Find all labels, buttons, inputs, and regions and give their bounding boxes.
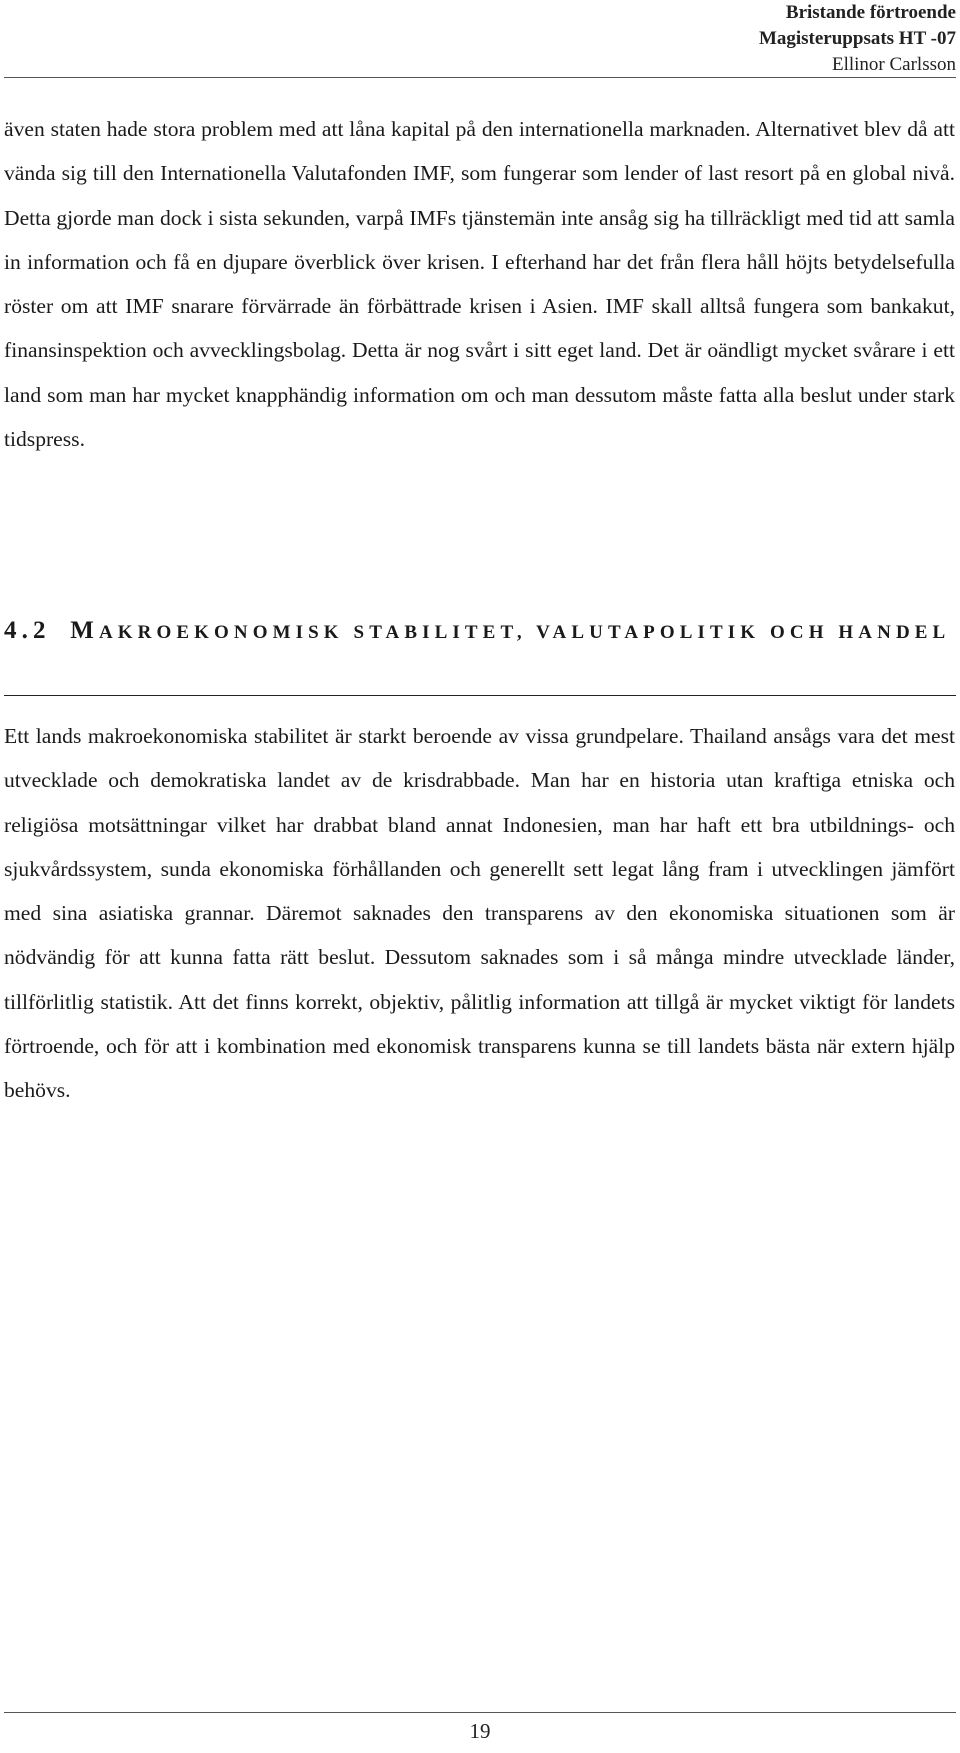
- section-title-initial: M: [70, 617, 99, 644]
- body-paragraph-2: Ett lands makroekonomiska stabilitet är starkt beroende av vissa grundpelare. Thailand ansågs vara det mest utvecklade och demokratiska landet av de krisdrabbade. Man har en historia utan kraftiga etniska och religiösa motsättningar vilket har drabbat bland annat Indonesien, man har haft ett bra utbildnings- och sjukvårdssystem, sunda ekonomiska förhållanden och generellt sett legat lång fram i utvecklingen jämfört med sina asiatiska grannar. Däremot saknades den transparens av den ekonomiska situationen som är nödvändig för att kunna fatta rätt beslut. Dessutom saknades som i så många mindre utvecklade länder, tillförlitlig statistik. Att det finns korrekt, objektiv, pålitlig information att tillgå är mycket viktigt för landets förtroende, och för att i kombination med ekonomisk transparens kunna se till landets bästa när extern hjälp behövs.: [4, 724, 955, 1103]
- body-paragraph-1: även staten hade stora problem med att låna kapital på den internationella marknaden. Alternativet blev då att vända sig till den Internationella Valutafonden IMF, som fungerar som lender of last resort på en global nivå. Detta gjorde man dock i sista sekunden, varpå IMFs tjänstemän inte ansåg sig ha tillräckligt med tid att samla in information och få en djupare överblick över krisen. I efterhand har det från flera håll höjts betydelsefulla röster om att IMF snarare förvärrade än förbättrade krisen i Asien. IMF skall alltså fungera som bankakut, finansinspektion och avvecklingsbolag. Detta är nog svårt i sitt eget land. Det är oändligt mycket svårare i ett land som man har mycket knapphändig information om och man dessutom måste fatta alla beslut under stark tidspress.: [4, 117, 955, 452]
- footer-divider: [4, 1712, 956, 1713]
- section-heading-divider: [4, 695, 956, 696]
- section-title-rest: AKROEKONOMISK STABILITET, VALUTAPOLITIK OCH HANDEL: [98, 622, 951, 643]
- page-header: [759, 0, 956, 78]
- header-divider: [4, 77, 956, 78]
- document-title: Bristande förtroende: [785, 2, 956, 23]
- document-subtitle: Magisteruppsats HT -07: [758, 28, 956, 49]
- document-author: Ellinor Carlsson: [831, 54, 956, 75]
- section-heading: [4, 611, 955, 653]
- page-number: 19: [469, 1719, 491, 1743]
- section-number: 4.2: [4, 617, 51, 644]
